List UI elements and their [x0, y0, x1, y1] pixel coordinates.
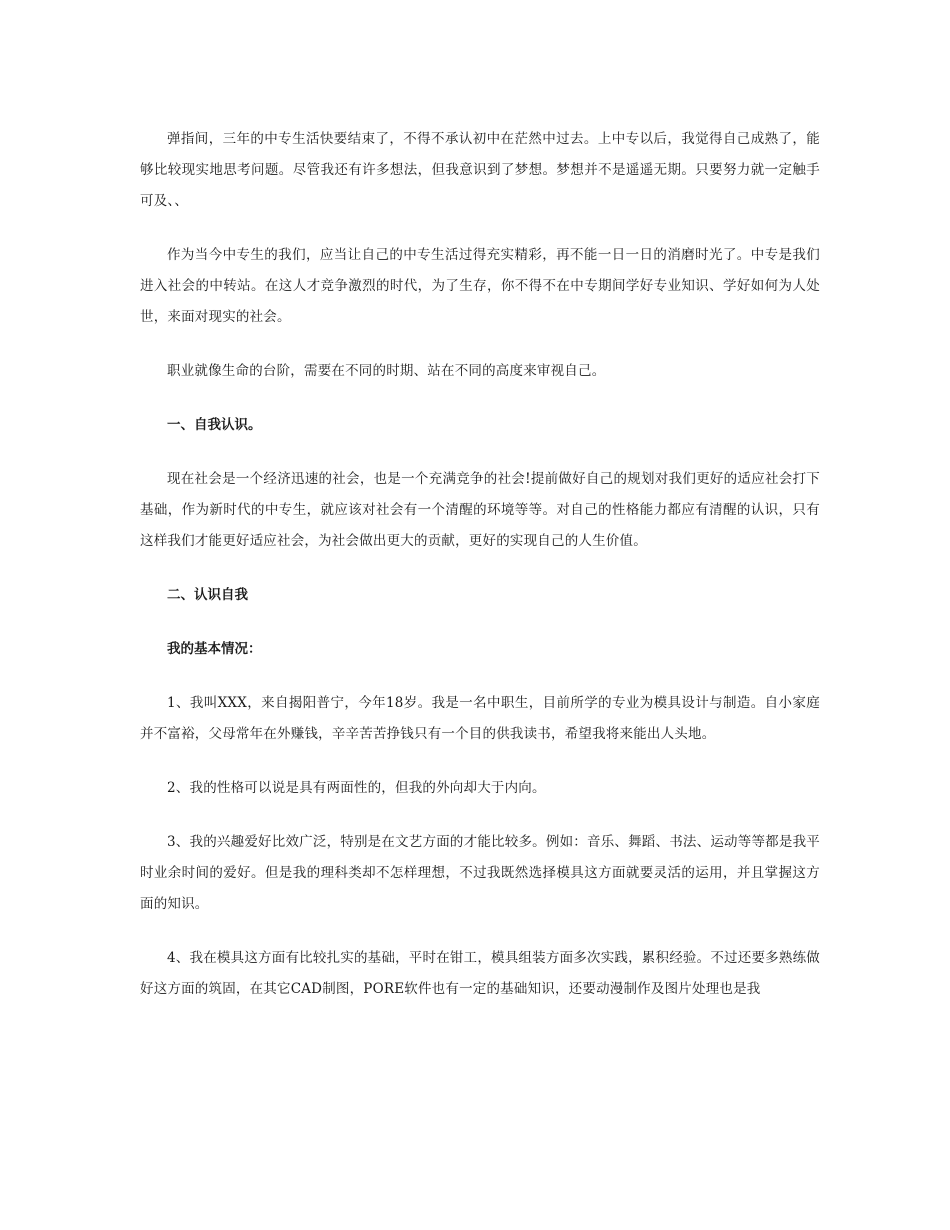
section-heading-know-self: 二、认识自我	[167, 587, 248, 603]
list-item-3: 3、我的兴趣爱好比效广泛，特别是在文艺方面的才能比较多。例如：音乐、舞蹈、书法、运动等等都是我平时业余时间的爱好。但是我的理科类却不怎样理想，不过我既然选择模具这方面就要灵活的运用，并且掌握这方面的知识。	[140, 834, 820, 912]
paragraph-society: 现在社会是一个经济迅速的社会，也是一个充满竞争的社会!提前做好自己的规划对我们更好的适应社会打下基础，作为新时代的中专生，就应该对社会有一个清醒的环境等等。对自己的性格能力都应有清醒的认识，只有这样我们才能更好适应社会，为社会做出更大的贡献，更好的实现自己的人生价值。	[140, 471, 820, 549]
paragraph-student-life: 作为当今中专生的我们，应当让自己的中专生活过得充实精彩，再不能一日一日的消磨时光了。中专是我们进入社会的中转站。在这人才竞争激烈的时代，为了生存，你不得不在中专期间学好专业知识、学好如何为人处世，来面对现实的社会。	[140, 247, 820, 325]
subheading-basic-info: 我的基本情况：	[167, 641, 262, 657]
list-item-4: 4、我在模具这方面有比较扎实的基础，平时在钳工，模具组装方面多次实践，累积经验。不过还要多熟练做好这方面的筑固，在其它CAD制图，PORE软件也有一定的基础知识，还要动漫制作及图片处理也是我	[140, 950, 820, 997]
paragraph-intro: 弹指间，三年的中专生活快要结束了，不得不承认初中在茫然中过去。上中专以后，我觉得自己成熟了，能够比较现实地思考问题。尽管我还有许多想法，但我意识到了梦想。梦想并不是遥遥无期。只要努力就一定触手可及、、	[140, 131, 820, 209]
paragraph-career-steps: 职业就像生命的台阶，需要在不同的时期、站在不同的高度来审视自己。	[167, 363, 606, 379]
list-item-1: 1、我叫XXX，来自揭阳普宁，今年18岁。我是一名中职生，目前所学的专业为模具设计与制造。自小家庭并不富裕，父母常年在外赚钱，辛辛苦苦挣钱只有一个目的供我读书，希望我将来能出人头地。	[140, 695, 820, 742]
section-heading-self-awareness: 一、自我认识。	[167, 417, 262, 433]
list-item-2: 2、我的性格可以说是具有两面性的，但我的外向却大于内向。	[167, 780, 546, 796]
document-body	[140, 124, 820, 1028]
